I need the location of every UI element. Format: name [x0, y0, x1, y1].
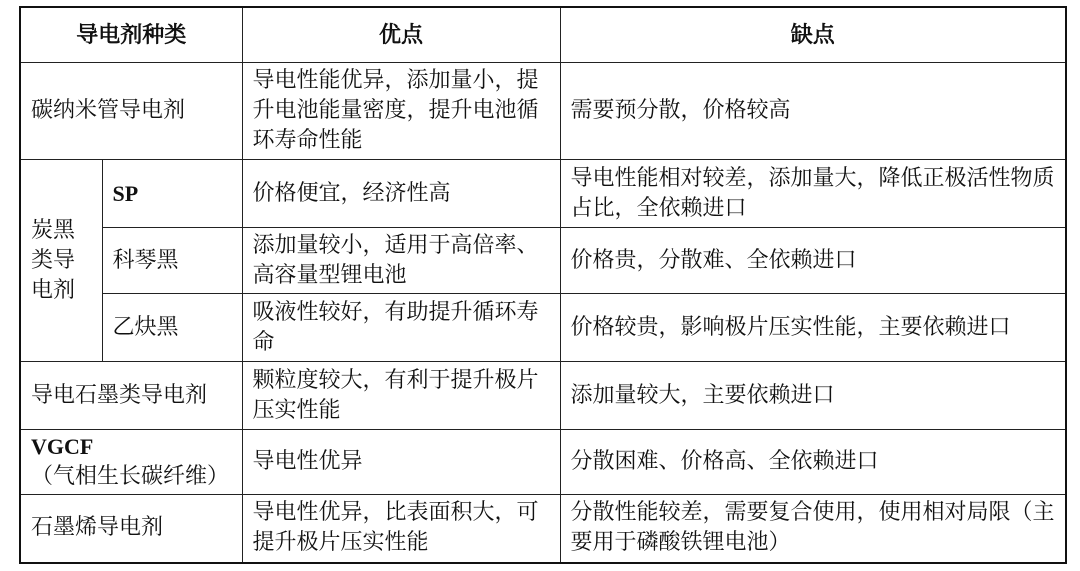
cell-type-graphite: 导电石墨类导电剂 — [20, 362, 242, 430]
table-row-ketjen — [20, 228, 1066, 294]
table-row-graphite — [20, 362, 1066, 430]
cell-pros-vgcf: 导电性优异 — [242, 430, 560, 495]
cell-cons-ketjen: 价格贵，分散难、全依赖进口 — [560, 228, 1066, 294]
cell-type-cnt: 碳纳米管导电剂 — [20, 63, 242, 160]
cell-cons-cnt: 需要预分散，价格较高 — [560, 63, 1066, 160]
cell-type-vgcf — [20, 430, 242, 495]
cell-pros-sp: 价格便宜，经济性高 — [242, 160, 560, 228]
cell-pros-graphene: 导电性优异，比表面积大，可提升极片压实性能 — [242, 495, 560, 563]
table-row-acetylene — [20, 294, 1066, 362]
conductive-agent-comparison-table — [19, 6, 1067, 564]
cell-type-graphene: 石墨烯导电剂 — [20, 495, 242, 563]
cell-cons-graphite: 添加量较大，主要依赖进口 — [560, 362, 1066, 430]
cell-pros-acetylene: 吸液性较好，有助提升循环寿命 — [242, 294, 560, 362]
cell-group-carbon-black: 炭黑类导电剂 — [20, 160, 102, 362]
cell-type-acetylene: 乙炔黑 — [102, 294, 242, 362]
cell-cons-graphene: 分散性能较差，需要复合使用，使用相对局限（主要用于磷酸铁锂电池） — [560, 495, 1066, 563]
cell-cons-sp: 导电性能相对较差，添加量大，降低正极活性物质占比，全依赖进口 — [560, 160, 1066, 228]
header-pros: 优点 — [242, 7, 560, 63]
table-row-graphene — [20, 495, 1066, 563]
header-cons: 缺点 — [560, 7, 1066, 63]
table-row-sp — [20, 160, 1066, 228]
table-row-vgcf — [20, 430, 1066, 495]
cell-type-vgcf-line1: VGCF — [31, 434, 94, 459]
cell-cons-vgcf: 分散困难、价格高、全依赖进口 — [560, 430, 1066, 495]
cell-pros-ketjen: 添加量较小，适用于高倍率、高容量型锂电池 — [242, 228, 560, 294]
cell-type-vgcf-line2: （气相生长碳纤维） — [31, 464, 230, 489]
cell-type-ketjen: 科琴黑 — [102, 228, 242, 294]
cell-pros-cnt: 导电性能优异，添加量小，提升电池能量密度，提升电池循环寿命性能 — [242, 63, 560, 160]
conductive-agent-table-container — [19, 6, 1067, 564]
cell-type-sp: SP — [102, 160, 242, 228]
table-row-cnt — [20, 63, 1066, 160]
cell-cons-acetylene: 价格较贵，影响极片压实性能，主要依赖进口 — [560, 294, 1066, 362]
cell-pros-graphite: 颗粒度较大，有利于提升极片压实性能 — [242, 362, 560, 430]
table-header-row — [20, 7, 1066, 63]
header-type: 导电剂种类 — [20, 7, 242, 63]
